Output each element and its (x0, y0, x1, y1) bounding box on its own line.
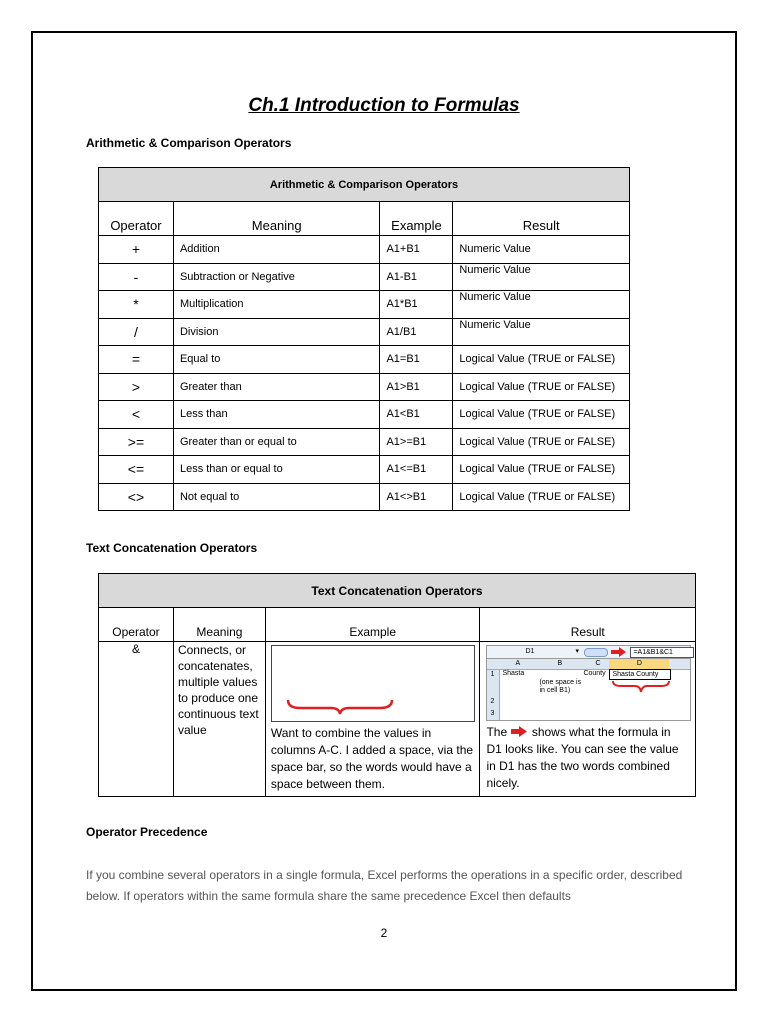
function-buttons (584, 648, 608, 657)
result-cell: Logical Value (TRUE or FALSE) (453, 346, 630, 374)
result-cell: Logical Value (TRUE or FALSE) (453, 483, 630, 511)
cell-a1: Shasta (502, 670, 525, 677)
cell-b-note: (one space is in cell B1) (539, 679, 582, 694)
meaning-cell: Less than (173, 401, 380, 429)
column-b: B (557, 660, 563, 667)
arithmetic-operators-table (98, 167, 630, 511)
result-cell: Numeric Value (453, 318, 630, 346)
column-a: A (515, 660, 521, 667)
row-header-column (487, 670, 500, 720)
spreadsheet-screenshot (486, 645, 691, 721)
table-row (99, 346, 630, 374)
precedence-paragraph: If you combine several operators in a single formula, Excel performs the operations in a specific order, described below. If operators within the same formula share the same precedence Excel then defaults (86, 868, 683, 903)
header-result: Result (480, 608, 696, 642)
concatenation-operators-table (98, 573, 696, 797)
operator-cell: * (99, 291, 174, 319)
table-row (99, 318, 630, 346)
result-cell (480, 642, 696, 797)
result-description (480, 721, 695, 795)
table-caption-row (99, 168, 630, 202)
meaning-cell: Greater than or equal to (173, 428, 380, 456)
header-example: Example (265, 608, 480, 642)
result-cell: Numeric Value (453, 263, 630, 291)
result-cell: Numeric Value (453, 236, 630, 264)
example-cell: A1<=B1 (380, 456, 453, 484)
header-meaning: Meaning (173, 202, 380, 236)
document-page (31, 31, 737, 991)
table-row (99, 291, 630, 319)
result-text-before: The (486, 725, 508, 739)
example-cell (265, 642, 480, 797)
example-cell: A1<>B1 (380, 483, 453, 511)
operator-cell: <> (99, 483, 174, 511)
result-text-after: shows what the formula in D1 looks like. You can see the value in D1 has the two words combined nicely. (486, 725, 679, 790)
result-cell: Logical Value (TRUE or FALSE) (453, 401, 630, 429)
curly-brace-icon (611, 679, 671, 693)
example-cell: A1-B1 (380, 263, 453, 291)
table-caption-row (99, 574, 696, 608)
page-number: 2 (380, 926, 388, 940)
operator-cell: >= (99, 428, 174, 456)
table-body (99, 236, 630, 511)
result-cell: Numeric Value (453, 291, 630, 319)
column-d: D (609, 659, 669, 669)
example-cell: A1+B1 (380, 236, 453, 264)
result-cell: Logical Value (TRUE or FALSE) (453, 456, 630, 484)
section-heading-precedence: Operator Precedence (86, 825, 208, 839)
section-heading-concatenation: Text Concatenation Operators (86, 541, 258, 555)
table-caption: Arithmetic & Comparison Operators (99, 168, 630, 202)
table-caption: Text Concatenation Operators (99, 574, 696, 608)
section-heading-arithmetic: Arithmetic & Comparison Operators (86, 136, 292, 150)
row-1: 1 (490, 671, 495, 678)
arrow-right-icon (611, 647, 627, 657)
meaning-cell: Equal to (173, 346, 380, 374)
header-result: Result (453, 202, 630, 236)
meaning-cell: Not equal to (173, 483, 380, 511)
table-row (99, 236, 630, 264)
chevron-down-icon: ▾ (575, 648, 579, 655)
example-description: Want to combine the values in columns A-C. I added a space, via the space bar, so the words would have a space between them. (270, 726, 474, 791)
header-meaning: Meaning (173, 608, 265, 642)
arrow-right-icon (510, 726, 528, 737)
curly-brace-icon (285, 696, 395, 716)
example-cell: A1>B1 (380, 373, 453, 401)
result-cell: Logical Value (TRUE or FALSE) (453, 428, 630, 456)
header-operator: Operator (99, 608, 174, 642)
header-operator: Operator (99, 202, 174, 236)
example-cell: A1>=B1 (380, 428, 453, 456)
cell-c1: County (583, 670, 606, 677)
meaning-cell: Connects, or concatenates, multiple values to produce one continuous text value (173, 642, 265, 797)
operator-cell: + (99, 236, 174, 264)
table-header-row (99, 608, 696, 642)
meaning-cell: Division (173, 318, 380, 346)
table-header-row (99, 202, 630, 236)
table-row (99, 401, 630, 429)
meaning-cell: Addition (173, 236, 380, 264)
header-example: Example (380, 202, 453, 236)
row-3: 3 (490, 710, 495, 717)
cell-d1: Shasta County (609, 669, 671, 680)
example-cell: A1/B1 (380, 318, 453, 346)
meaning-cell: Greater than (173, 373, 380, 401)
table-row (99, 373, 630, 401)
example-cell: A1=B1 (380, 346, 453, 374)
table-row (99, 483, 630, 511)
table-row (99, 456, 630, 484)
operator-cell: <= (99, 456, 174, 484)
operator-cell: > (99, 373, 174, 401)
table-row (99, 642, 696, 797)
meaning-cell: Less than or equal to (173, 456, 380, 484)
meaning-cell: Multiplication (173, 291, 380, 319)
operator-cell: & (99, 642, 174, 797)
operator-cell: - (99, 263, 174, 291)
result-cell: Logical Value (TRUE or FALSE) (453, 373, 630, 401)
operator-cell: < (99, 401, 174, 429)
table-row (99, 263, 630, 291)
column-c: C (595, 660, 601, 667)
example-cell: A1<B1 (380, 401, 453, 429)
example-cell: A1*B1 (380, 291, 453, 319)
example-image-frame (271, 645, 476, 722)
meaning-cell: Subtraction or Negative (173, 263, 380, 291)
page-title: Ch.1 Introduction to Formulas (248, 95, 520, 116)
operator-cell: / (99, 318, 174, 346)
formula-display: =A1&B1&C1 (630, 647, 694, 658)
row-2: 2 (490, 698, 495, 705)
operator-cell: = (99, 346, 174, 374)
name-box: D1 (525, 648, 535, 655)
formula-bar (487, 646, 690, 659)
table-row (99, 428, 630, 456)
